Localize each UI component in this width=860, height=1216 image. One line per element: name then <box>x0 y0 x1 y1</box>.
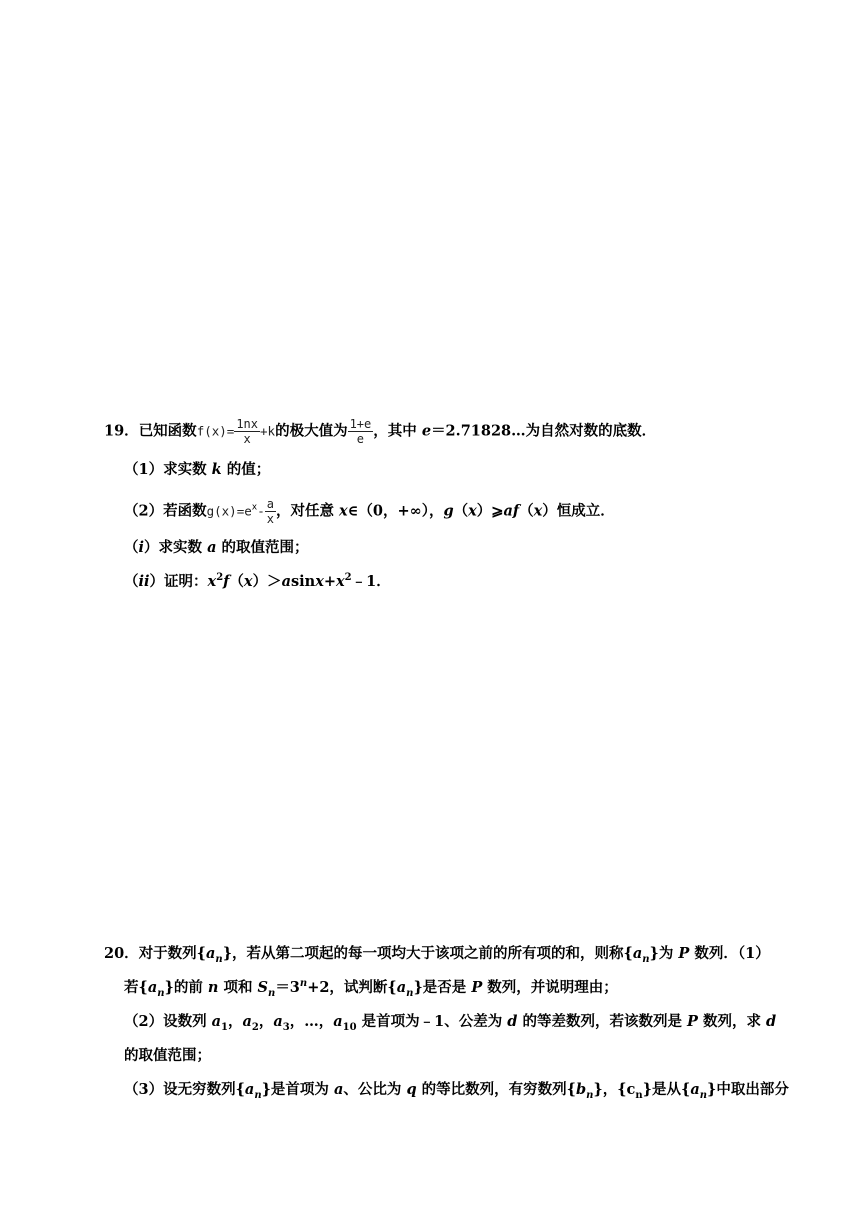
q19-number: 19． <box>104 422 139 440</box>
q20-part-2: （2）设数列 $a_1$，$a_2$，$a_3$，…，$a_{10}$ 是首项为﹣1、公差为 d 的等差数列，若该数列是 P 数列，求 d <box>124 1013 777 1033</box>
q20-part-2-cont: 的取值范围； <box>124 1047 211 1064</box>
q20-part-3: （3）设无穷数列$\{a_n\}$是首项为 a、公比为 q 的等比数列，有穷数列$\{b_n\}$，$\{c_n\}$是从$\{a_n\}$中取出部分 <box>124 1081 789 1101</box>
q19-part-1: （1）求实数 k 的值； <box>124 461 271 478</box>
q19-part-2: （2）若函数$g(x)=e^x-$ $\frac{a}{x}$ ，对任意 x∈（0，+∞），g（x）⩾af（x）恒成立． <box>124 497 615 526</box>
q19-part-i: （i）求实数 a 的取值范围； <box>124 539 309 556</box>
f-fraction: $\frac{1nx}{x}$ <box>236 417 259 446</box>
q20-stem: 20．对于数列$\{a_n\}$，若从第二项起的每一项均大于该项之前的所有项的和，则称$\{a_n\}$为 P 数列．（1） <box>104 945 770 965</box>
max-value-fraction: $\frac{1+e}{e}$ <box>349 417 372 446</box>
q20-part-1: 若$\{a_n\}$的前 n 项和 $S_n=3^n+2$，试判断$\{a_n\}$是否是 P 数列，并说明理由； <box>124 978 618 999</box>
q19-stem: 19．已知函数f(x)= $\frac{1nx}{x}$ +k的极大值为 $\frac{1+e}{e}$ ，其中 e＝2.71828…为自然对数的底数． <box>104 417 657 446</box>
g-definition-lhs: g(x)= <box>206 503 245 519</box>
q20-number: 20． <box>104 945 139 962</box>
f-definition-lhs: f(x)= <box>196 423 235 439</box>
g-fraction: $\frac{a}{x}$ <box>266 497 274 526</box>
q19-part-ii: （ii）证明：$x^2f(x)>asinx+x^2﹣1$． <box>124 572 391 590</box>
